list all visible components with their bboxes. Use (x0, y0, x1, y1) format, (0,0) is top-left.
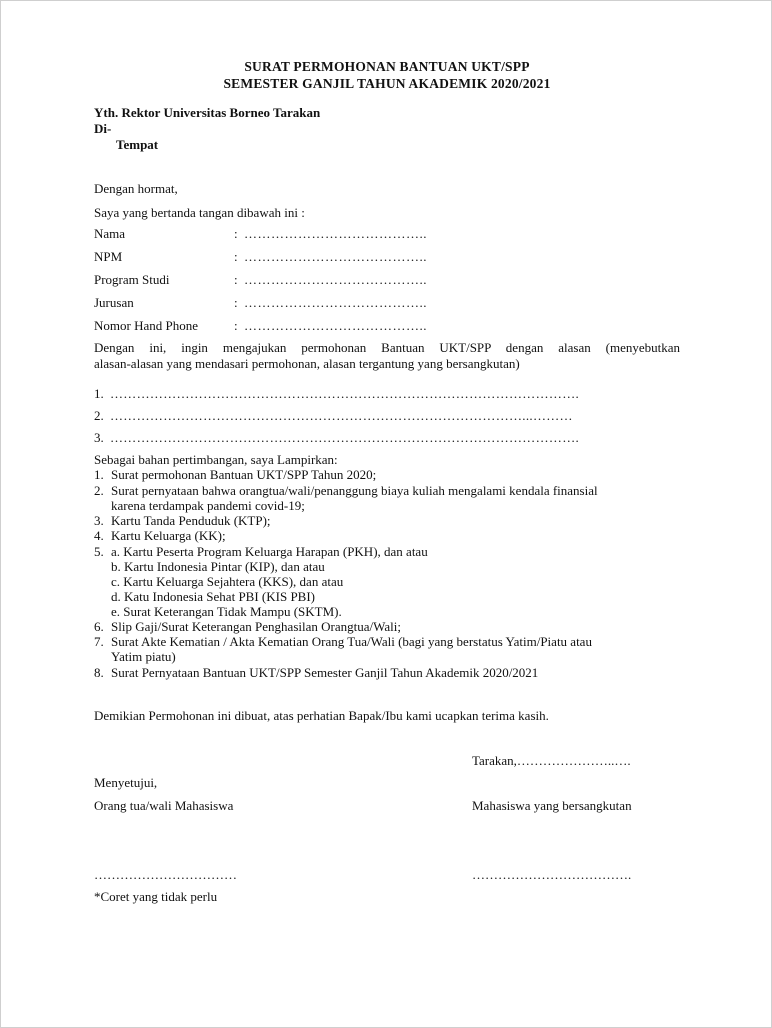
reason-blank: ……………………………………………………………………………………………. (110, 430, 580, 445)
request-line-2: alasan-alasan yang mendasari permohonan, alasan tergantung yang bersangkutan) (94, 356, 520, 371)
field-colon: : (234, 295, 238, 310)
attachment-item: Surat permohonan Bantuan UKT/SPP Tahun 2020; (111, 467, 377, 482)
field-label: Jurusan (94, 295, 134, 310)
attachment-number: 3. (94, 513, 104, 528)
attachment-number: 7. (94, 634, 104, 649)
field-label: NPM (94, 249, 123, 264)
field-blank: ………………………………….. (244, 295, 427, 310)
attachment-subitem: d. Katu Indonesia Sehat PBI (KIS PBI) (111, 589, 316, 604)
reason-number: 2. (94, 408, 104, 423)
attachment-subitem: c. Kartu Keluarga Sejahtera (KKS), dan atau (111, 574, 344, 589)
reason-blank: ……………………………………………………………………………………………. (110, 386, 580, 401)
field-label: Nomor Hand Phone (94, 318, 198, 333)
reason-number: 1. (94, 386, 104, 401)
field-label: Program Studi (94, 272, 170, 287)
field-colon: : (234, 272, 238, 287)
signer-left: Orang tua/wali Mahasiswa (94, 798, 234, 813)
attachment-item: Surat Akte Kematian / Akta Kematian Orang Tua/Wali (bagi yang berstatus Yatim/Piatu atau (111, 634, 592, 649)
attachments-intro: Sebagai bahan pertimbangan, saya Lampirkan: (94, 452, 338, 467)
reason-number: 3. (94, 430, 104, 445)
attachment-item: a. Kartu Peserta Program Keluarga Harapan (PKH), dan atau (111, 544, 428, 559)
attachment-number: 5. (94, 544, 104, 559)
signature-line-right: ………………………………. (472, 867, 632, 882)
attachment-number: 2. (94, 483, 104, 498)
attachment-item: Kartu Tanda Penduduk (KTP); (111, 513, 271, 528)
attachment-item: Slip Gaji/Surat Keterangan Penghasilan Orangtua/Wali; (111, 619, 401, 634)
attachment-item-continued: karena terdampak pandemi covid-19; (111, 498, 305, 513)
attachment-number: 8. (94, 665, 104, 680)
addressee-di: Di- (94, 121, 112, 136)
field-blank: ………………………………….. (244, 226, 427, 241)
letter-title: SURAT PERMOHONAN BANTUAN UKT/SPP (244, 59, 530, 74)
field-blank: ………………………………….. (244, 249, 427, 264)
letter-subtitle: SEMESTER GANJIL TAHUN AKADEMIK 2020/2021 (223, 76, 551, 91)
attachment-subitem: b. Kartu Indonesia Pintar (KIP), dan atau (111, 559, 325, 574)
attachment-number: 1. (94, 467, 104, 482)
reason-blank: …………………………………………………………………………………...……… (110, 408, 573, 423)
footnote: *Coret yang tidak perlu (94, 889, 218, 904)
field-colon: : (234, 318, 238, 333)
attachment-subitem: e. Surat Keterangan Tidak Mampu (SKTM). (111, 604, 342, 619)
request-line-1: Dengan ini, ingin mengajukan permohonan Bantuan UKT/SPP dengan alasan (menyebutkan (94, 340, 680, 355)
greeting: Dengan hormat, (94, 181, 178, 196)
intro-text: Saya yang bertanda tangan dibawah ini : (94, 205, 305, 220)
field-colon: : (234, 249, 238, 264)
attachment-number: 6. (94, 619, 104, 634)
attachment-item: Surat pernyataan bahwa orangtua/wali/penanggung biaya kuliah mengalami kendala finansial (111, 483, 598, 498)
signer-right: Mahasiswa yang bersangkutan (472, 798, 632, 813)
field-blank: ………………………………….. (244, 272, 427, 287)
closing-text: Demikian Permohonan ini dibuat, atas perhatian Bapak/Ibu kami ucapkan terima kasih. (94, 708, 549, 723)
signature-line-left: …………………………… (94, 867, 237, 882)
attachment-item: Surat Pernyataan Bantuan UKT/SPP Semester Ganjil Tahun Akademik 2020/2021 (111, 665, 539, 680)
attachment-number: 4. (94, 528, 104, 543)
attachment-item: Kartu Keluarga (KK); (111, 528, 226, 543)
place-date: Tarakan,…………………..…. (472, 753, 631, 768)
attachment-item-continued: Yatim piatu) (111, 649, 176, 664)
addressee-line: Yth. Rektor Universitas Borneo Tarakan (94, 105, 321, 120)
approval-label: Menyetujui, (94, 775, 158, 790)
addressee-tempat: Tempat (116, 137, 159, 152)
field-label: Nama (94, 226, 126, 241)
field-colon: : (234, 226, 238, 241)
field-blank: ………………………………….. (244, 318, 427, 333)
